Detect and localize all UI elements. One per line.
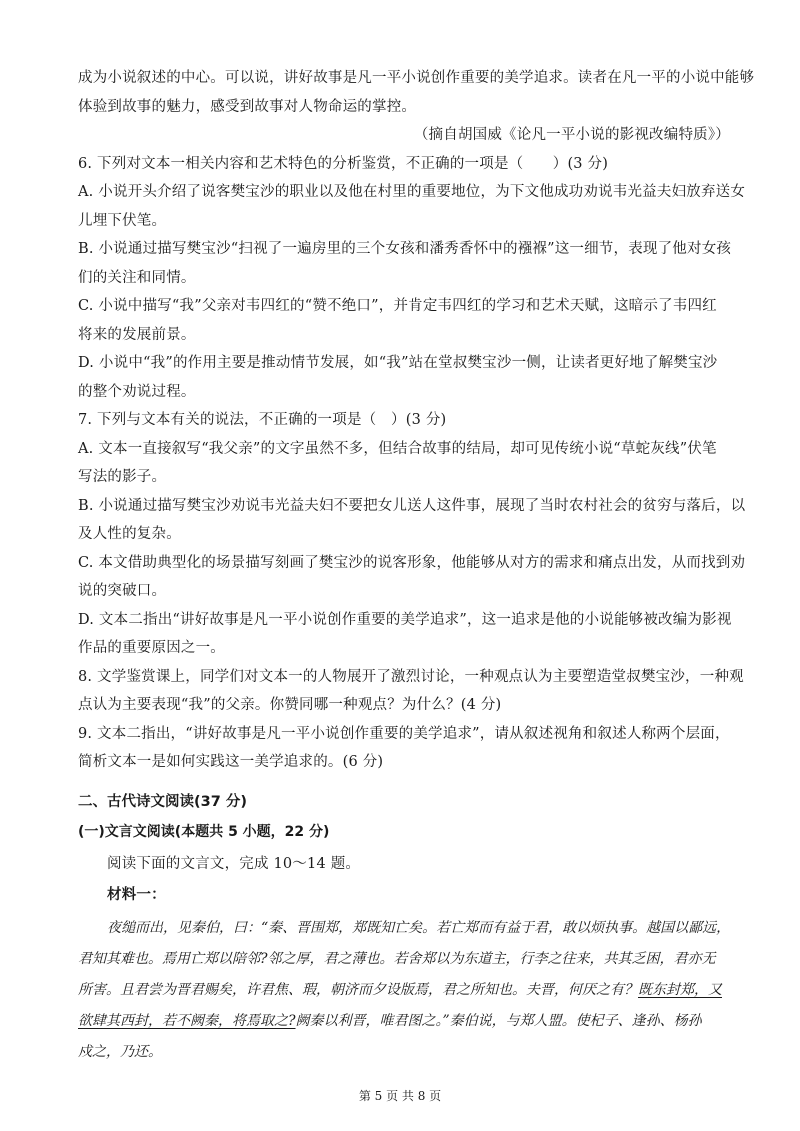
q7-option-c: C. 本文借助典型化的场景描写刻画了樊宝沙的说客形象，他能够从对方的需求和痛点出发，从而找到劝	[78, 554, 746, 571]
q6-option-d-cont: 的整个劝说过程。	[78, 383, 196, 400]
classical-text-segment: 阙秦以利晋，唯君图之。”秦伯说，与郑人盟。使杞子、逢孙、杨孙	[295, 1012, 702, 1029]
classical-text-line: 夜缒而出，见秦伯，曰：“秦、晋围郑，郑既知亡矣。若亡郑而有益于君，敢以烦执事。越国以鄙远，	[107, 919, 731, 936]
reading-instruction: 阅读下面的文言文，完成 10～14 题。	[107, 855, 361, 872]
classical-text-line: 戍之，乃还。	[78, 1043, 162, 1060]
q6-option-a: A. 小说开头介绍了说客樊宝沙的职业以及他在村里的重要地位，为下文他成功劝说韦光益夫妇放弃送女	[78, 184, 746, 200]
classical-text-line: 君知其难也。焉用亡郑以陪邻?邻之厚，君之薄也。若舍郑以为东道主，行李之往来，共其乏困，君亦无	[78, 950, 716, 967]
page-number: 第 5 页 共 8 页	[358, 1089, 442, 1103]
q7-option-a: A. 文本一直接叙写“我父亲”的文字虽然不多，但结合故事的结局，却可见传统小说“草蛇灰线”伏笔	[78, 440, 717, 457]
q6-option-c-cont: 将来的发展前景。	[78, 326, 196, 343]
q7-option-b: B. 小说通过描写樊宝沙劝说韦光益夫妇不要把女儿送人这件事，展现了当时农村社会的贫穷与落后，以	[78, 497, 746, 514]
material-label: 材料一：	[107, 887, 166, 903]
intro-line: 体验到故事的魅力，感受到故事对人物命运的掌控。	[78, 98, 417, 115]
q7-option-d: D. 文本二指出“讲好故事是凡一平小说创作重要的美学追求”，这一追求是他的小说能够被改编为影视	[78, 611, 732, 628]
classical-text-line	[78, 1006, 730, 1037]
subsection-heading: (一)文言文阅读(本题共 5 小题，22 分)	[78, 823, 330, 840]
q6-option-a-cont: 儿埋下伏笔。	[78, 212, 167, 229]
section-heading: 二、古代诗文阅读(37 分)	[78, 793, 247, 810]
question-9-cont: 简析文本一是如何实践这一美学追求的。(6 分)	[78, 754, 384, 770]
intro-line: 成为小说叙述的中心。可以说，讲好故事是凡一平小说创作重要的美学追求。读者在凡一平的小说中能够	[78, 70, 755, 86]
underlined-sentence: 既东封郑，又	[638, 981, 722, 998]
q6-option-b-cont: 们的关注和同情。	[78, 269, 196, 286]
source-citation: （摘自胡国威《论凡一平小说的影视改编特质》）	[413, 127, 730, 143]
page-content	[78, 64, 755, 1068]
question-7-stem: 7. 下列与文本有关的说法，不正确的一项是（ ）(3 分)	[78, 412, 447, 428]
classical-text-line	[78, 975, 730, 1006]
q6-option-c: C. 小说中描写“我”父亲对韦四红的“赞不绝口”，并肯定韦四红的学习和艺术天赋，这暗示了韦四红	[78, 298, 717, 314]
question-8: 8. 文学鉴赏课上，同学们对文本一的人物展开了激烈讨论，一种观点认为主要塑造堂叔樊宝沙，一种观	[78, 668, 744, 685]
q6-option-d: D. 小说中“我”的作用主要是推动情节发展，如“我”站在堂叔樊宝沙一侧，让读者更好地了解樊宝沙	[78, 355, 718, 371]
q6-option-b: B. 小说通过描写樊宝沙“扫视了一遍房里的三个女孩和潘秀香怀中的襁褓”这一细节，表现了他对女孩	[78, 241, 732, 257]
classical-text-segment: 所害。且君尝为晋君赐矣，许君焦、瑕，朝济而夕设版焉，君之所知也。夫晋，何厌之有？	[78, 981, 638, 998]
q7-option-d-cont: 作品的重要原因之一。	[78, 640, 225, 656]
underlined-sentence: 欲肆其西封，若不阙秦，将焉取之?	[78, 1012, 296, 1029]
question-8-cont: 点认为主要表现“我”的父亲。你赞同哪一种观点？为什么？(4 分)	[78, 697, 502, 713]
q7-option-c-cont: 说的突破口。	[78, 583, 167, 599]
q7-option-b-cont: 及人性的复杂。	[78, 526, 181, 542]
question-9: 9. 文本二指出，“讲好故事是凡一平小说创作重要的美学追求”，请从叙述视角和叙述人称两个层面，	[78, 725, 730, 742]
question-6-stem: 6. 下列对文本一相关内容和艺术特色的分析鉴赏，不正确的一项是（ ）(3 分)	[78, 155, 609, 172]
q7-option-a-cont: 写法的影子。	[78, 469, 167, 485]
